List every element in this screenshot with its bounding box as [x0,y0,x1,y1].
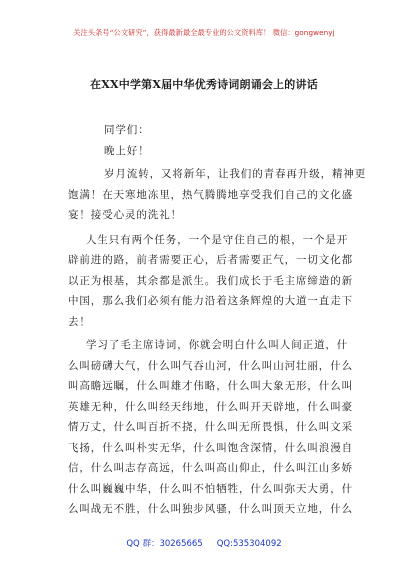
header-banner: 关注头条号“公文研究”，获得最新最全最专业的公文资料库！ 微信：gongwenyj [73,28,335,37]
body-line: 中国，那么我们必须有能力沿着这条辉煌的大道一直走下 [68,295,353,307]
body-line: 同学们： [104,124,150,136]
body-line: 什么叫巍巍中华，什么叫不怕牺牲，什么叫弥天大勇，什 [68,482,353,495]
body-line: 学习了毛主席诗词，你就会明白什么叫人间正道，什 [86,339,349,351]
body-line: 岁月流转，又将新年，让我们的青春再升级，精神更 [104,168,367,180]
body-line: 去！ [68,315,91,328]
body-line: 叫高瞻远瞩，什么叫雄才伟略，什么叫大象无形，什么叫 [68,380,353,392]
footer-qq-group: QQ 群：30265665 [126,539,203,549]
body-line: 以正为根基，其余都是派生。我们成长于毛主席缔造的新 [68,274,353,287]
body-line: 辟前进的路，前者需要正心，后者需要正气，一切文化都 [68,254,353,266]
body-line: 么叫战无不胜，什么叫独步风骚，什么叫顶天立地，什么 [68,503,353,515]
document-body [68,120,367,520]
body-line: 信，什么叫志存高远，什么叫高山仰止，什么叫江山多娇 [68,462,353,474]
body-line: 饱满！在天寒地冻里，热气腾腾地享受我们自己的文化盛 [68,188,353,201]
body-line: 人生只有两个任务，一个是守住自己的根，一个是开 [86,233,349,246]
footer-qq: QQ:535304092 [216,539,282,549]
body-line: 情万丈，什么叫百折不挠，什么叫无所畏惧，什么叫文采 [68,421,353,433]
body-line: 么叫磅礴大气，什么叫气吞山河，什么叫山河壮丽，什么 [68,359,353,372]
body-line: 宴！接受心灵的洗礼！ [68,209,182,221]
footer-contact [0,537,408,549]
document-title: 在XX中学第X届中华优秀诗词朗诵会上的讲话 [90,78,318,91]
body-line: 晚上好！ [104,144,150,157]
body-line: 英雄无种，什么叫经天纬地，什么叫开天辟地，什么叫豪 [68,400,353,413]
body-line: 飞扬，什么叫朴实无华，什么叫饱含深情，什么叫浪漫自 [68,441,353,454]
